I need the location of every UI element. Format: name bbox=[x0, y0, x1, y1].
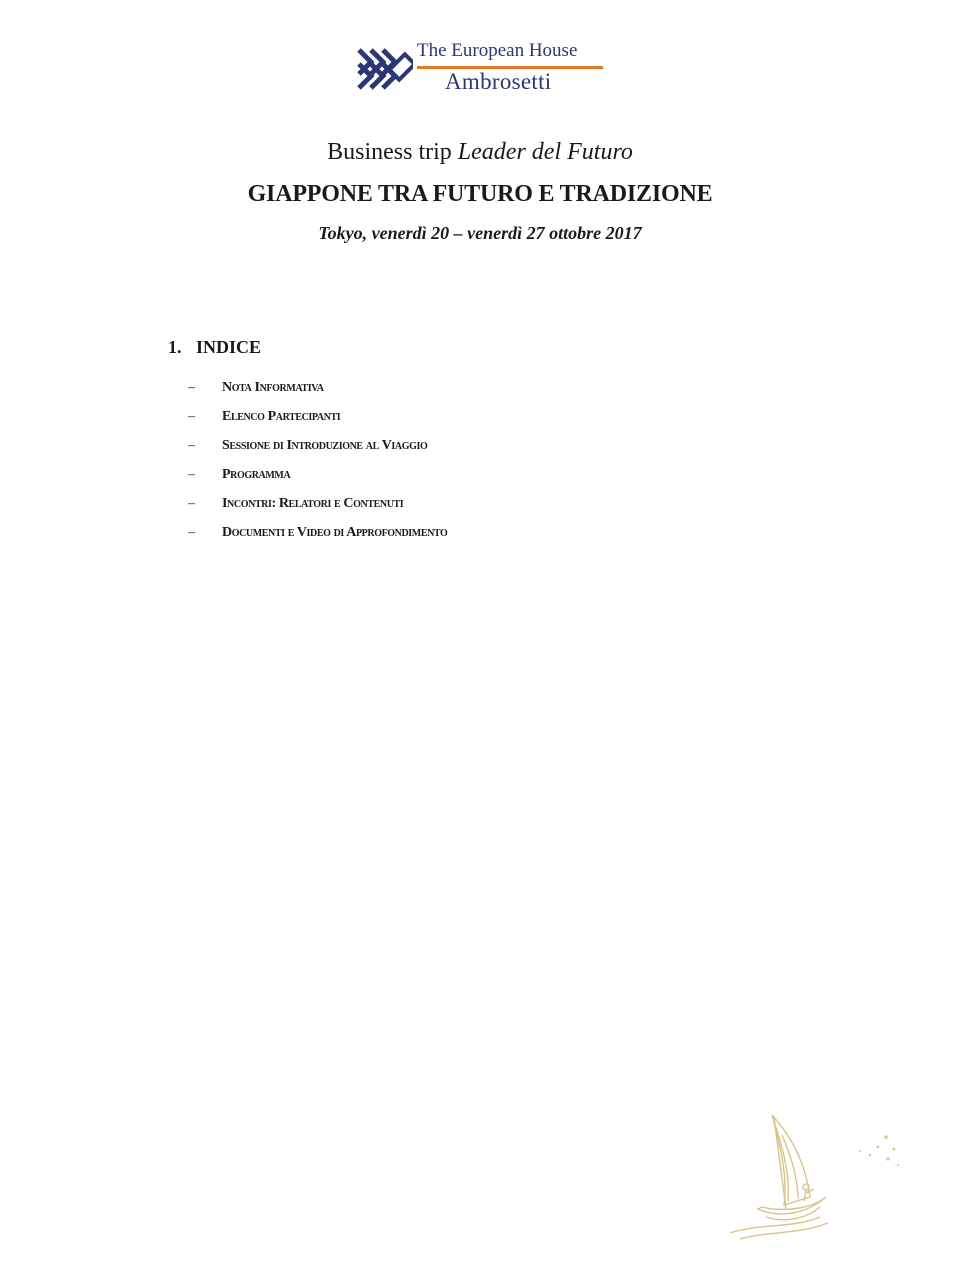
document-subtitle bbox=[0, 136, 960, 168]
index-item-label[interactable]: Elenco Partecipanti bbox=[222, 408, 341, 424]
index-item-elenco-partecipanti[interactable] bbox=[188, 402, 447, 431]
list-bullet: – bbox=[188, 379, 195, 395]
gold-ship-icon bbox=[710, 1105, 910, 1245]
dateline: Tokyo, venerdì 20 – venerdì 27 ottobre 2017 bbox=[318, 223, 642, 243]
index-number: 1. bbox=[168, 337, 182, 357]
logo-text-line2: Ambrosetti bbox=[445, 69, 552, 94]
index-item-documenti-video[interactable] bbox=[188, 518, 447, 547]
index-item-label[interactable]: Incontri: Relatori e Contenuti bbox=[222, 495, 404, 511]
ambrosetti-logo-icon bbox=[355, 42, 413, 92]
list-bullet: – bbox=[188, 495, 195, 511]
document-title: GIAPPONE TRA FUTURO E TRADIZIONE bbox=[247, 181, 713, 207]
list-bullet: – bbox=[188, 437, 195, 453]
list-bullet: – bbox=[188, 408, 195, 424]
index-item-label[interactable]: Programma bbox=[222, 466, 291, 482]
index-item-incontri[interactable] bbox=[188, 489, 447, 518]
index-item-label[interactable]: Sessione di Introduzione al Viaggio bbox=[222, 437, 428, 453]
index-item-programma[interactable] bbox=[188, 460, 447, 489]
index-heading-label: INDICE bbox=[196, 337, 262, 357]
index-item-nota-informativa[interactable] bbox=[188, 373, 447, 402]
index-item-label[interactable]: Documenti e Video di Approfondimento bbox=[222, 524, 448, 540]
logo-text-line1: The European House bbox=[417, 40, 578, 61]
subtitle-italic: Leader del Futuro bbox=[457, 139, 633, 165]
index-item-label[interactable]: Nota Informativa bbox=[222, 379, 324, 395]
index-item-sessione-introduzione[interactable] bbox=[188, 431, 447, 460]
title-block bbox=[0, 136, 960, 246]
index-list bbox=[188, 373, 447, 547]
index-heading bbox=[168, 337, 261, 358]
subtitle-prefix: Business trip bbox=[327, 139, 452, 165]
list-bullet: – bbox=[188, 466, 195, 482]
list-bullet: – bbox=[188, 524, 195, 540]
company-logo bbox=[355, 40, 605, 100]
